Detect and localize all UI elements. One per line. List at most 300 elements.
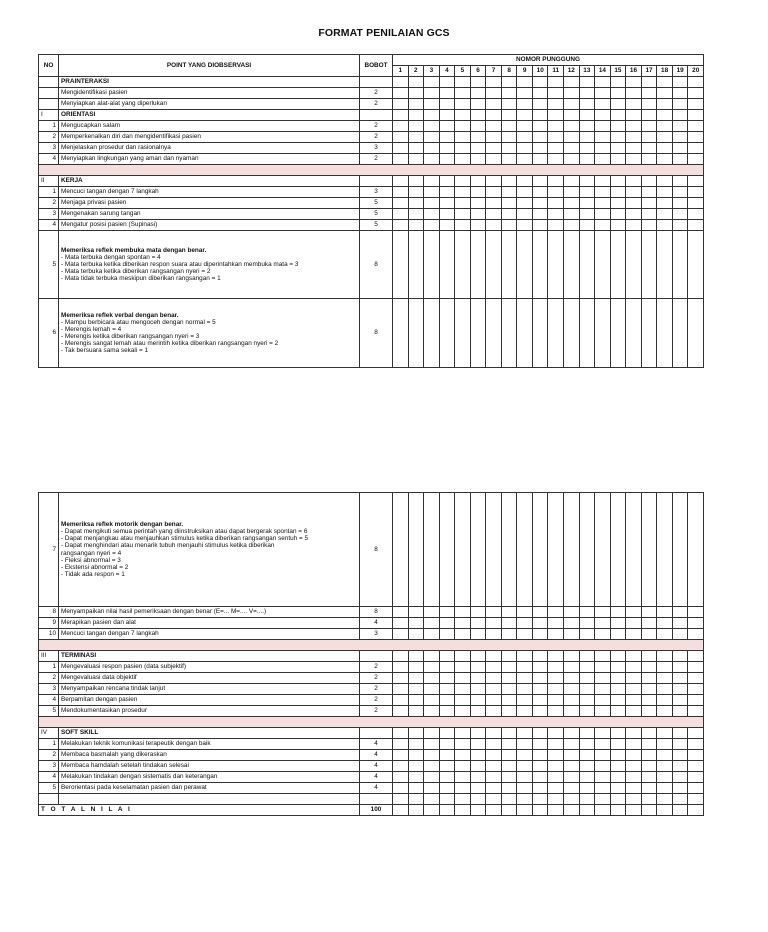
score-cell[interactable]	[564, 209, 580, 220]
score-cell[interactable]	[424, 651, 440, 662]
score-cell[interactable]	[455, 772, 471, 783]
score-cell[interactable]	[501, 209, 517, 220]
score-cell[interactable]	[688, 673, 704, 684]
score-cell[interactable]	[532, 299, 548, 368]
score-cell[interactable]	[470, 772, 486, 783]
score-cell[interactable]	[470, 750, 486, 761]
score-cell[interactable]	[579, 618, 595, 629]
score-cell[interactable]	[439, 629, 455, 640]
score-cell[interactable]	[657, 662, 673, 673]
score-cell[interactable]	[470, 783, 486, 794]
score-cell[interactable]	[408, 761, 424, 772]
score-cell[interactable]	[424, 299, 440, 368]
score-cell[interactable]	[548, 794, 564, 805]
score-cell[interactable]	[626, 198, 642, 209]
score-cell[interactable]	[408, 110, 424, 121]
score-cell[interactable]	[486, 299, 502, 368]
score-cell[interactable]	[532, 618, 548, 629]
score-cell[interactable]	[657, 772, 673, 783]
score-cell[interactable]	[517, 695, 533, 706]
score-cell[interactable]	[455, 750, 471, 761]
score-cell[interactable]	[501, 176, 517, 187]
score-cell[interactable]	[455, 132, 471, 143]
score-cell[interactable]	[626, 684, 642, 695]
score-cell[interactable]	[626, 761, 642, 772]
score-cell[interactable]	[548, 618, 564, 629]
score-cell[interactable]	[688, 662, 704, 673]
score-cell[interactable]	[486, 493, 502, 607]
score-cell[interactable]	[564, 110, 580, 121]
score-cell[interactable]	[688, 209, 704, 220]
score-cell[interactable]	[408, 220, 424, 231]
score-cell[interactable]	[393, 110, 409, 121]
score-cell[interactable]	[548, 198, 564, 209]
score-cell[interactable]	[595, 121, 611, 132]
score-cell[interactable]	[517, 618, 533, 629]
score-cell[interactable]	[579, 121, 595, 132]
score-cell[interactable]	[486, 794, 502, 805]
score-cell[interactable]	[579, 99, 595, 110]
score-cell[interactable]	[579, 493, 595, 607]
score-cell[interactable]	[439, 99, 455, 110]
score-cell[interactable]	[470, 176, 486, 187]
score-cell[interactable]	[672, 99, 688, 110]
score-cell[interactable]	[455, 231, 471, 299]
score-cell[interactable]	[517, 750, 533, 761]
score-cell[interactable]	[579, 761, 595, 772]
score-cell[interactable]	[564, 187, 580, 198]
score-cell[interactable]	[548, 662, 564, 673]
score-cell[interactable]	[548, 493, 564, 607]
score-cell[interactable]	[626, 772, 642, 783]
score-cell[interactable]	[424, 143, 440, 154]
score-cell[interactable]	[501, 673, 517, 684]
score-cell[interactable]	[595, 695, 611, 706]
score-cell[interactable]	[408, 706, 424, 717]
score-cell[interactable]	[455, 805, 471, 816]
score-cell[interactable]	[548, 750, 564, 761]
score-cell[interactable]	[595, 805, 611, 816]
score-cell[interactable]	[470, 662, 486, 673]
score-cell[interactable]	[579, 750, 595, 761]
score-cell[interactable]	[657, 132, 673, 143]
score-cell[interactable]	[657, 794, 673, 805]
score-cell[interactable]	[393, 299, 409, 368]
score-cell[interactable]	[579, 231, 595, 299]
score-cell[interactable]	[579, 220, 595, 231]
score-cell[interactable]	[501, 231, 517, 299]
score-cell[interactable]	[393, 772, 409, 783]
score-cell[interactable]	[579, 143, 595, 154]
score-cell[interactable]	[439, 728, 455, 739]
score-cell[interactable]	[470, 684, 486, 695]
score-cell[interactable]	[424, 132, 440, 143]
score-cell[interactable]	[517, 299, 533, 368]
score-cell[interactable]	[548, 121, 564, 132]
score-cell[interactable]	[424, 684, 440, 695]
score-cell[interactable]	[486, 607, 502, 618]
score-cell[interactable]	[486, 651, 502, 662]
score-cell[interactable]	[626, 706, 642, 717]
score-cell[interactable]	[424, 794, 440, 805]
score-cell[interactable]	[424, 618, 440, 629]
score-cell[interactable]	[424, 121, 440, 132]
score-cell[interactable]	[610, 739, 626, 750]
score-cell[interactable]	[470, 794, 486, 805]
score-cell[interactable]	[517, 121, 533, 132]
score-cell[interactable]	[626, 728, 642, 739]
score-cell[interactable]	[532, 684, 548, 695]
score-cell[interactable]	[486, 187, 502, 198]
score-cell[interactable]	[564, 761, 580, 772]
score-cell[interactable]	[532, 143, 548, 154]
score-cell[interactable]	[455, 77, 471, 88]
score-cell[interactable]	[532, 651, 548, 662]
score-cell[interactable]	[595, 739, 611, 750]
score-cell[interactable]	[393, 673, 409, 684]
score-cell[interactable]	[393, 607, 409, 618]
score-cell[interactable]	[672, 154, 688, 165]
score-cell[interactable]	[501, 154, 517, 165]
score-cell[interactable]	[548, 673, 564, 684]
score-cell[interactable]	[455, 154, 471, 165]
score-cell[interactable]	[517, 651, 533, 662]
score-cell[interactable]	[408, 143, 424, 154]
score-cell[interactable]	[470, 99, 486, 110]
score-cell[interactable]	[408, 132, 424, 143]
score-cell[interactable]	[610, 684, 626, 695]
score-cell[interactable]	[564, 618, 580, 629]
score-cell[interactable]	[439, 761, 455, 772]
score-cell[interactable]	[470, 651, 486, 662]
score-cell[interactable]	[595, 143, 611, 154]
score-cell[interactable]	[688, 783, 704, 794]
score-cell[interactable]	[579, 684, 595, 695]
score-cell[interactable]	[595, 99, 611, 110]
score-cell[interactable]	[501, 143, 517, 154]
score-cell[interactable]	[595, 198, 611, 209]
score-cell[interactable]	[626, 110, 642, 121]
score-cell[interactable]	[564, 684, 580, 695]
score-cell[interactable]	[517, 673, 533, 684]
score-cell[interactable]	[424, 706, 440, 717]
score-cell[interactable]	[595, 750, 611, 761]
score-cell[interactable]	[517, 198, 533, 209]
score-cell[interactable]	[595, 607, 611, 618]
score-cell[interactable]	[455, 143, 471, 154]
score-cell[interactable]	[548, 695, 564, 706]
score-cell[interactable]	[532, 231, 548, 299]
score-cell[interactable]	[439, 618, 455, 629]
score-cell[interactable]	[610, 220, 626, 231]
score-cell[interactable]	[408, 209, 424, 220]
score-cell[interactable]	[393, 99, 409, 110]
score-cell[interactable]	[408, 695, 424, 706]
score-cell[interactable]	[626, 121, 642, 132]
score-cell[interactable]	[532, 493, 548, 607]
score-cell[interactable]	[610, 750, 626, 761]
score-cell[interactable]	[641, 493, 657, 607]
score-cell[interactable]	[408, 154, 424, 165]
score-cell[interactable]	[517, 728, 533, 739]
score-cell[interactable]	[641, 673, 657, 684]
score-cell[interactable]	[672, 618, 688, 629]
score-cell[interactable]	[548, 684, 564, 695]
score-cell[interactable]	[579, 783, 595, 794]
score-cell[interactable]	[393, 618, 409, 629]
score-cell[interactable]	[439, 739, 455, 750]
score-cell[interactable]	[564, 299, 580, 368]
score-cell[interactable]	[455, 198, 471, 209]
score-cell[interactable]	[532, 750, 548, 761]
score-cell[interactable]	[672, 187, 688, 198]
score-cell[interactable]	[408, 739, 424, 750]
score-cell[interactable]	[486, 121, 502, 132]
score-cell[interactable]	[626, 607, 642, 618]
score-cell[interactable]	[439, 805, 455, 816]
score-cell[interactable]	[532, 176, 548, 187]
score-cell[interactable]	[657, 154, 673, 165]
score-cell[interactable]	[470, 220, 486, 231]
score-cell[interactable]	[424, 209, 440, 220]
score-cell[interactable]	[641, 695, 657, 706]
score-cell[interactable]	[610, 651, 626, 662]
score-cell[interactable]	[548, 110, 564, 121]
score-cell[interactable]	[501, 805, 517, 816]
score-cell[interactable]	[688, 739, 704, 750]
score-cell[interactable]	[688, 88, 704, 99]
score-cell[interactable]	[455, 220, 471, 231]
score-cell[interactable]	[657, 209, 673, 220]
score-cell[interactable]	[641, 187, 657, 198]
score-cell[interactable]	[517, 187, 533, 198]
score-cell[interactable]	[393, 154, 409, 165]
score-cell[interactable]	[626, 88, 642, 99]
score-cell[interactable]	[579, 176, 595, 187]
score-cell[interactable]	[470, 187, 486, 198]
score-cell[interactable]	[688, 231, 704, 299]
score-cell[interactable]	[641, 88, 657, 99]
score-cell[interactable]	[548, 651, 564, 662]
score-cell[interactable]	[470, 695, 486, 706]
score-cell[interactable]	[688, 493, 704, 607]
score-cell[interactable]	[486, 684, 502, 695]
score-cell[interactable]	[470, 618, 486, 629]
score-cell[interactable]	[424, 77, 440, 88]
score-cell[interactable]	[408, 88, 424, 99]
score-cell[interactable]	[517, 77, 533, 88]
score-cell[interactable]	[532, 794, 548, 805]
score-cell[interactable]	[579, 154, 595, 165]
score-cell[interactable]	[517, 220, 533, 231]
score-cell[interactable]	[501, 761, 517, 772]
score-cell[interactable]	[393, 220, 409, 231]
score-cell[interactable]	[657, 706, 673, 717]
score-cell[interactable]	[626, 662, 642, 673]
score-cell[interactable]	[470, 299, 486, 368]
score-cell[interactable]	[408, 618, 424, 629]
score-cell[interactable]	[517, 607, 533, 618]
score-cell[interactable]	[470, 77, 486, 88]
score-cell[interactable]	[657, 607, 673, 618]
score-cell[interactable]	[641, 662, 657, 673]
score-cell[interactable]	[626, 220, 642, 231]
score-cell[interactable]	[455, 629, 471, 640]
score-cell[interactable]	[501, 299, 517, 368]
score-cell[interactable]	[517, 110, 533, 121]
score-cell[interactable]	[424, 739, 440, 750]
score-cell[interactable]	[657, 695, 673, 706]
score-cell[interactable]	[439, 77, 455, 88]
score-cell[interactable]	[657, 299, 673, 368]
score-cell[interactable]	[470, 231, 486, 299]
score-cell[interactable]	[439, 220, 455, 231]
score-cell[interactable]	[424, 99, 440, 110]
score-cell[interactable]	[548, 231, 564, 299]
score-cell[interactable]	[610, 761, 626, 772]
score-cell[interactable]	[455, 209, 471, 220]
score-cell[interactable]	[393, 187, 409, 198]
score-cell[interactable]	[641, 132, 657, 143]
score-cell[interactable]	[657, 618, 673, 629]
score-cell[interactable]	[595, 209, 611, 220]
score-cell[interactable]	[393, 805, 409, 816]
score-cell[interactable]	[595, 706, 611, 717]
score-cell[interactable]	[688, 176, 704, 187]
score-cell[interactable]	[424, 607, 440, 618]
score-cell[interactable]	[408, 629, 424, 640]
score-cell[interactable]	[424, 176, 440, 187]
score-cell[interactable]	[688, 695, 704, 706]
score-cell[interactable]	[439, 299, 455, 368]
score-cell[interactable]	[393, 662, 409, 673]
score-cell[interactable]	[470, 110, 486, 121]
score-cell[interactable]	[501, 77, 517, 88]
score-cell[interactable]	[579, 673, 595, 684]
score-cell[interactable]	[688, 618, 704, 629]
score-cell[interactable]	[455, 684, 471, 695]
score-cell[interactable]	[672, 739, 688, 750]
score-cell[interactable]	[672, 761, 688, 772]
score-cell[interactable]	[641, 651, 657, 662]
score-cell[interactable]	[393, 121, 409, 132]
score-cell[interactable]	[610, 706, 626, 717]
score-cell[interactable]	[501, 684, 517, 695]
score-cell[interactable]	[610, 618, 626, 629]
score-cell[interactable]	[455, 728, 471, 739]
score-cell[interactable]	[532, 772, 548, 783]
score-cell[interactable]	[626, 493, 642, 607]
score-cell[interactable]	[486, 220, 502, 231]
score-cell[interactable]	[610, 143, 626, 154]
score-cell[interactable]	[595, 761, 611, 772]
score-cell[interactable]	[626, 783, 642, 794]
score-cell[interactable]	[424, 198, 440, 209]
score-cell[interactable]	[641, 794, 657, 805]
score-cell[interactable]	[579, 739, 595, 750]
score-cell[interactable]	[610, 132, 626, 143]
score-cell[interactable]	[532, 739, 548, 750]
score-cell[interactable]	[517, 794, 533, 805]
score-cell[interactable]	[393, 77, 409, 88]
score-cell[interactable]	[626, 154, 642, 165]
score-cell[interactable]	[579, 805, 595, 816]
score-cell[interactable]	[532, 629, 548, 640]
score-cell[interactable]	[501, 198, 517, 209]
score-cell[interactable]	[641, 220, 657, 231]
score-cell[interactable]	[595, 728, 611, 739]
score-cell[interactable]	[688, 299, 704, 368]
score-cell[interactable]	[393, 695, 409, 706]
score-cell[interactable]	[408, 750, 424, 761]
score-cell[interactable]	[408, 99, 424, 110]
score-cell[interactable]	[501, 662, 517, 673]
score-cell[interactable]	[641, 772, 657, 783]
score-cell[interactable]	[626, 794, 642, 805]
score-cell[interactable]	[688, 651, 704, 662]
score-cell[interactable]	[439, 706, 455, 717]
score-cell[interactable]	[486, 176, 502, 187]
score-cell[interactable]	[672, 493, 688, 607]
score-cell[interactable]	[393, 209, 409, 220]
score-cell[interactable]	[424, 231, 440, 299]
score-cell[interactable]	[455, 662, 471, 673]
score-cell[interactable]	[688, 220, 704, 231]
score-cell[interactable]	[672, 684, 688, 695]
score-cell[interactable]	[657, 651, 673, 662]
score-cell[interactable]	[548, 99, 564, 110]
score-cell[interactable]	[455, 794, 471, 805]
score-cell[interactable]	[688, 772, 704, 783]
score-cell[interactable]	[641, 706, 657, 717]
score-cell[interactable]	[517, 99, 533, 110]
score-cell[interactable]	[424, 154, 440, 165]
score-cell[interactable]	[439, 673, 455, 684]
score-cell[interactable]	[579, 299, 595, 368]
score-cell[interactable]	[657, 739, 673, 750]
score-cell[interactable]	[532, 187, 548, 198]
score-cell[interactable]	[641, 77, 657, 88]
score-cell[interactable]	[408, 662, 424, 673]
score-cell[interactable]	[470, 728, 486, 739]
score-cell[interactable]	[564, 783, 580, 794]
score-cell[interactable]	[470, 198, 486, 209]
score-cell[interactable]	[455, 673, 471, 684]
score-cell[interactable]	[564, 198, 580, 209]
score-cell[interactable]	[393, 728, 409, 739]
score-cell[interactable]	[579, 695, 595, 706]
score-cell[interactable]	[470, 805, 486, 816]
score-cell[interactable]	[408, 121, 424, 132]
score-cell[interactable]	[517, 132, 533, 143]
score-cell[interactable]	[455, 493, 471, 607]
score-cell[interactable]	[486, 99, 502, 110]
score-cell[interactable]	[439, 783, 455, 794]
score-cell[interactable]	[486, 618, 502, 629]
score-cell[interactable]	[408, 176, 424, 187]
score-cell[interactable]	[595, 772, 611, 783]
score-cell[interactable]	[595, 651, 611, 662]
score-cell[interactable]	[408, 77, 424, 88]
score-cell[interactable]	[610, 772, 626, 783]
score-cell[interactable]	[517, 706, 533, 717]
score-cell[interactable]	[641, 198, 657, 209]
score-cell[interactable]	[408, 772, 424, 783]
score-cell[interactable]	[564, 772, 580, 783]
score-cell[interactable]	[393, 198, 409, 209]
score-cell[interactable]	[657, 673, 673, 684]
score-cell[interactable]	[610, 695, 626, 706]
